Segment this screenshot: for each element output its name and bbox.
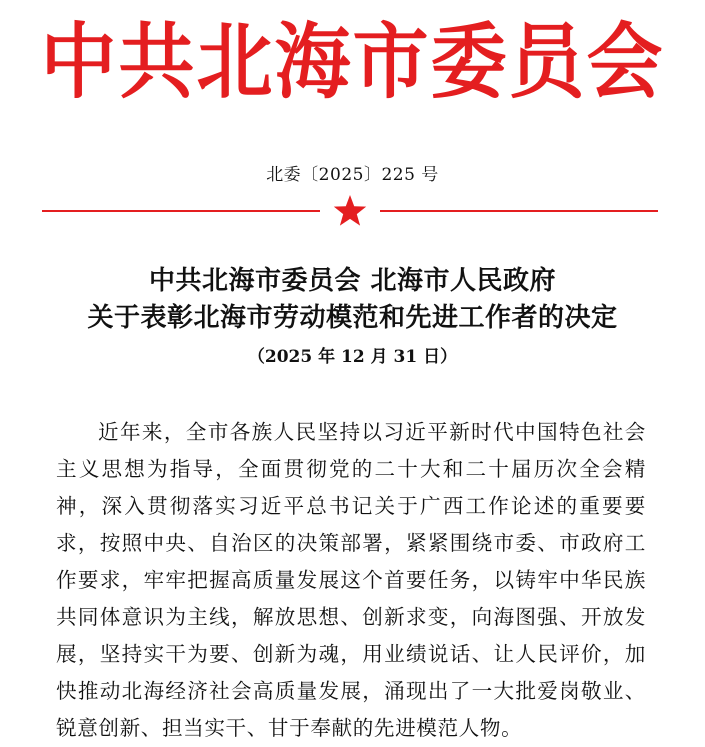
- red-rule-right: [380, 210, 658, 212]
- star-shape: [334, 195, 366, 226]
- document-date: （2025 年 12 月 31 日）: [247, 347, 458, 367]
- document-title-line-2: 关于表彰北海市劳动模范和先进工作者的决定: [87, 303, 618, 333]
- document-title-line-1: 中共北海市委员会 北海市人民政府: [148, 266, 557, 296]
- red-rule-left: [42, 210, 320, 212]
- document-number: 北委〔2025〕225 号: [266, 165, 439, 185]
- body-paragraph: 近年来，全市各族人民坚持以习近平新时代中国特色社会主义思想为指导，全面贯彻党的二十大和二十届历次全会精神，深入贯彻落实习近平总书记关于广西工作论述的重要要求，按照中央、自治区的决策部署，紧紧围绕市委、市政府工作要求，牢牢把握高质量发展这个首要任务，以铸牢中华民族共同体意识为主线，解放思想、创新求变，向海图强、开放发展，坚持实干为要、创新为魂，用业绩说话、让人民评价，加快推动北海经济社会高质量发展，涌现出了一大批爱岗敬业、锐意创新、担当实干、甘于奉献的先进模范人物。: [56, 420, 646, 740]
- red-star-icon: [332, 194, 368, 228]
- masthead-title: 中共北海市委员会: [40, 13, 665, 110]
